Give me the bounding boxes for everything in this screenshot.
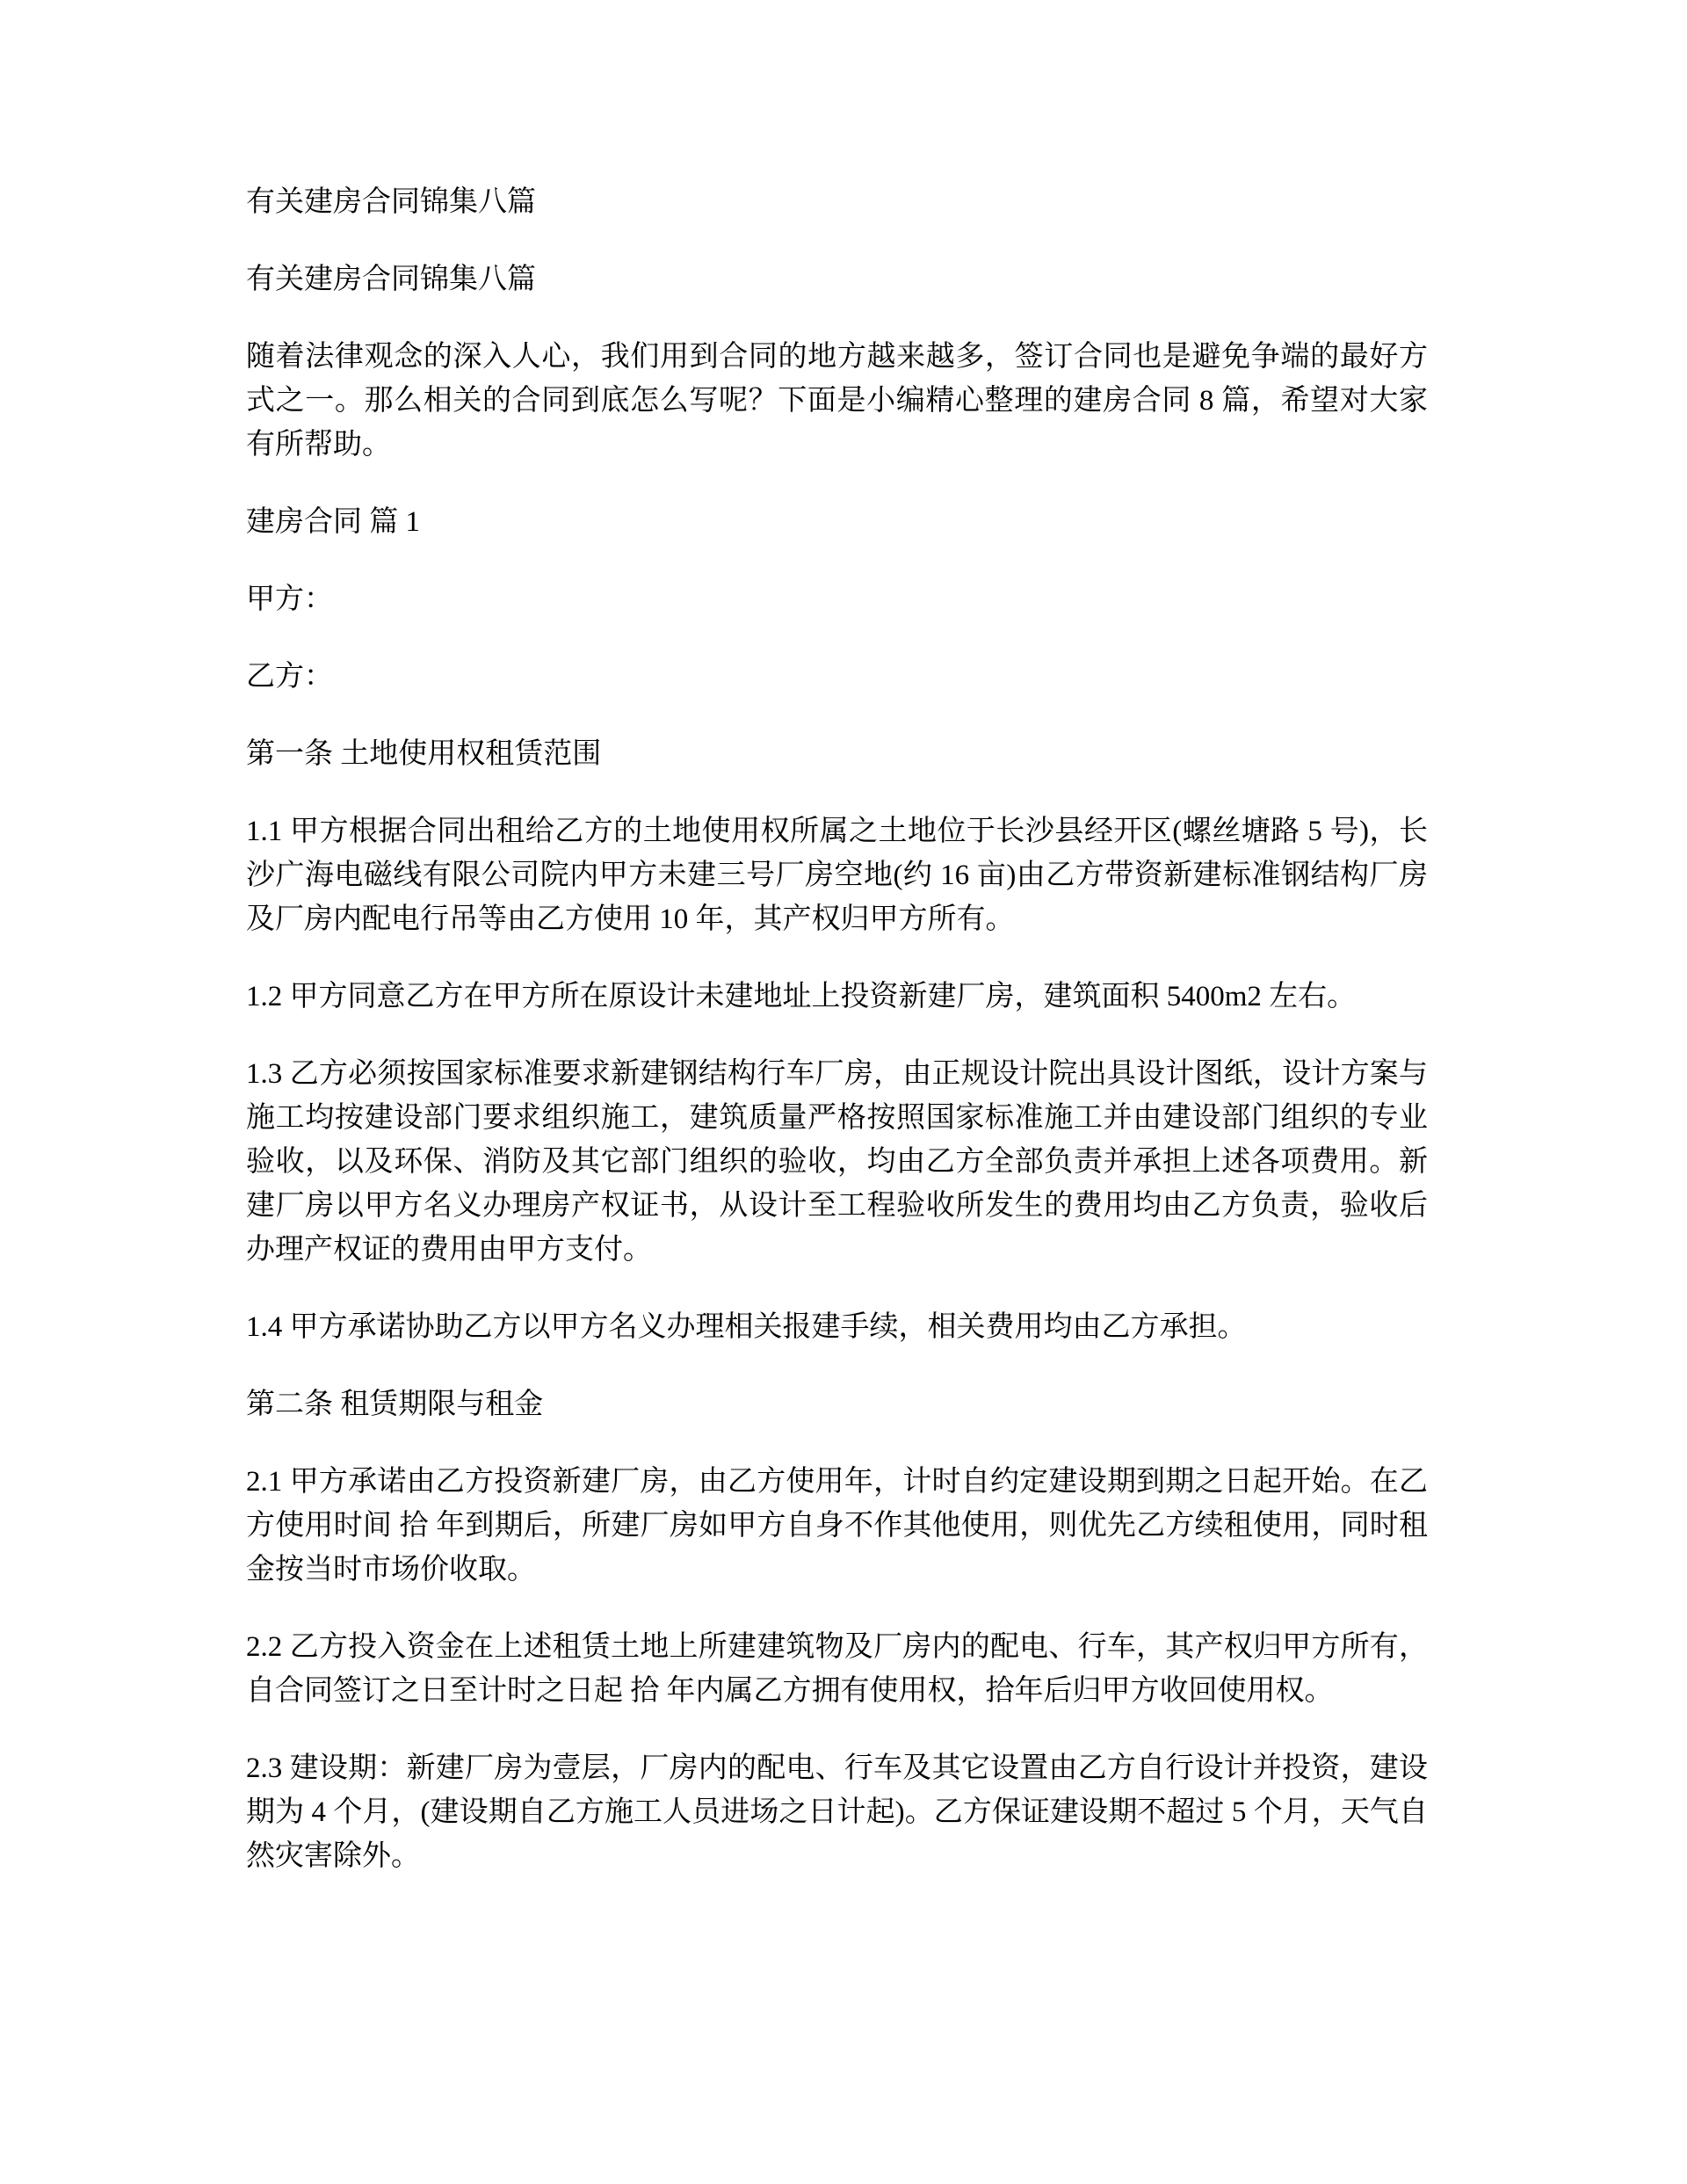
clause-1-2: 1.2 甲方同意乙方在甲方所在原设计未建地址上投资新建厂房，建筑面积 5400m2 左右。: [246, 981, 1357, 1012]
document-title: 有关建房合同锦集八篇: [246, 186, 536, 218]
party-a-line: 甲方：: [246, 584, 333, 615]
article-2-heading: 第二条 租赁期限与租金: [246, 1389, 544, 1420]
intro-paragraph: 随着法律观念的深入人心，我们用到合同的地方越来越多，签订合同也是避免争端的最好方式之一。那么相关的合同到底怎么写呢？下面是小编精心整理的建房合同 8 篇，希望对大家有所帮助。: [246, 341, 1428, 461]
section-heading-contract-1: 建房合同 篇 1: [246, 506, 420, 538]
clause-1-4: 1.4 甲方承诺协助乙方以甲方名义办理相关报建手续，相关费用均由乙方承担。: [246, 1311, 1247, 1343]
clause-1-3: 1.3 乙方必须按国家标准要求新建钢结构行车厂房，由正规设计院出具设计图纸，设计方案与施工均按建设部门要求组织施工，建筑质量严格按照国家标准施工并由建设部门组织的专业验收，以及环保、消防及其它部门组织的验收，均由乙方全部负责并承担上述各项费用。新建厂房以甲方名义办理房产权证书，从设计至工程验收所发生的费用均由乙方负责，验收后办理产权证的费用由甲方支付。: [246, 1058, 1428, 1266]
clause-1-1: 1.1 甲方根据合同出租给乙方的土地使用权所属之土地位于长沙县经开区(螺丝塘路 5 号)，长沙广海电磁线有限公司院内甲方未建三号厂房空地(约 16 亩)由乙方带资新建标准钢结构厂房及厂房内配电行吊等由乙方使用 10 年，其产权归甲方所有。: [246, 816, 1428, 935]
article-1-heading: 第一条 土地使用权租赁范围: [246, 738, 602, 770]
clause-2-2: 2.2 乙方投入资金在上述租赁土地上所建建筑物及厂房内的配电、行车，其产权归甲方所有，自合同签订之日至计时之日起 拾 年内属乙方拥有使用权，拾年后归甲方收回使用权。: [246, 1631, 1428, 1707]
document-title-repeat: 有关建房合同锦集八篇: [246, 264, 536, 295]
clause-2-1: 2.1 甲方承诺由乙方投资新建厂房，由乙方使用年，计时自约定建设期到期之日起开始。在乙方使用时间 拾 年到期后，所建厂房如甲方自身不作其他使用，则优先乙方续租使用，同时租金按当时市场价收取。: [246, 1466, 1428, 1585]
party-b-line: 乙方：: [246, 661, 333, 693]
clause-2-3: 2.3 建设期：新建厂房为壹层，厂房内的配电、行车及其它设置由乙方自行设计并投资，建设期为 4 个月，(建设期自乙方施工人员进场之日计起)。乙方保证建设期不超过 5 个月，天气自然灾害除外。: [246, 1752, 1428, 1872]
